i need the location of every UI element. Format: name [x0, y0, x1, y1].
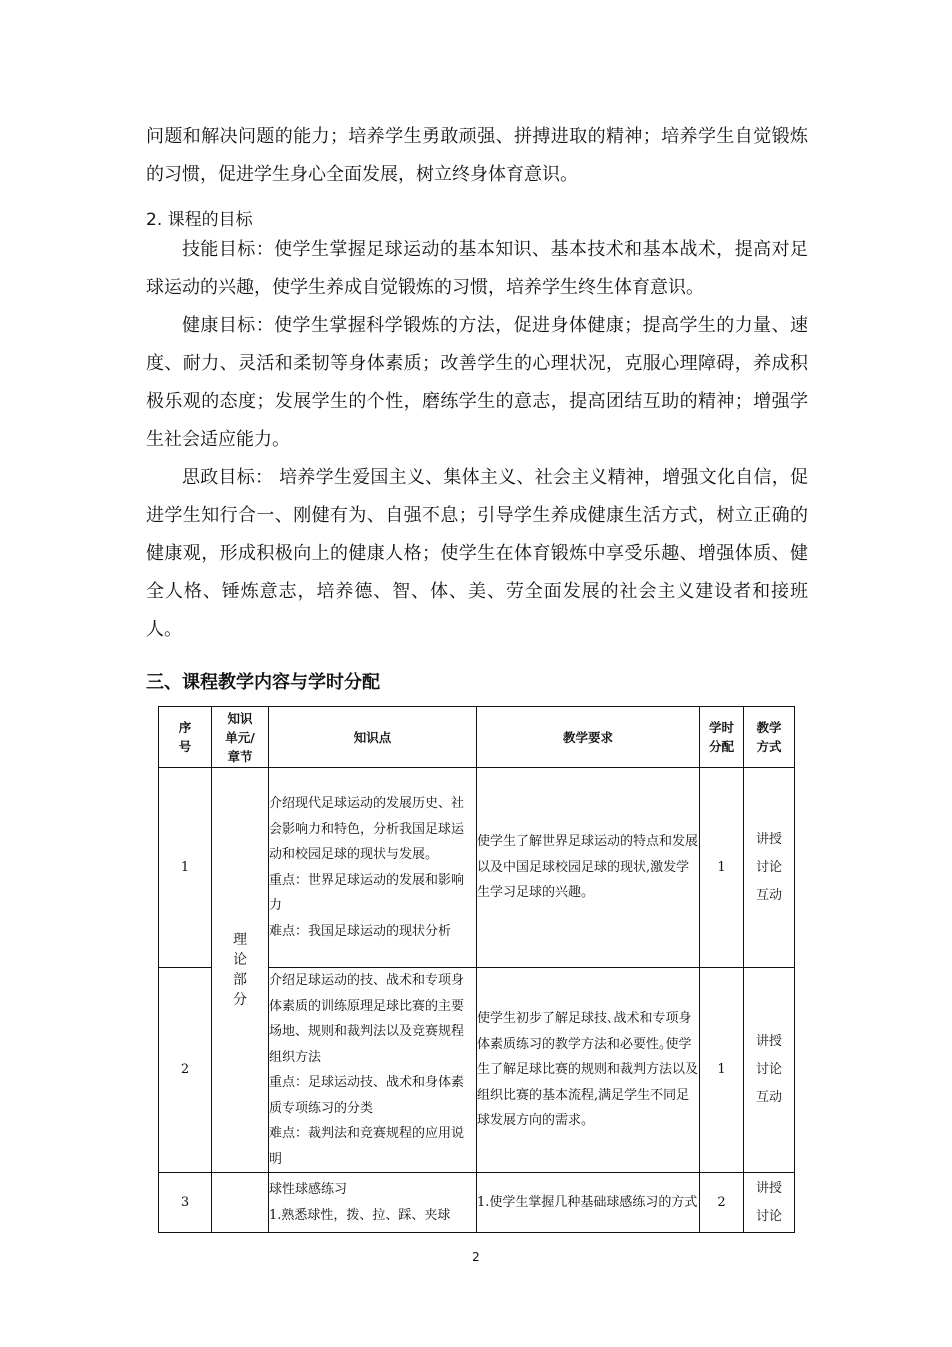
table-header-row — [159, 707, 795, 768]
header-hours: 学时分配 — [700, 707, 744, 768]
page-number: 2 — [472, 1250, 480, 1264]
health-goal-paragraph: 健康目标：使学生掌握科学锻炼的方法，促进身体健康；提高学生的力量、速度、耐力、灵活和柔韧等身体素质；改善学生的心理状况，克服心理障碍，养成积极乐观的态度；发展学生的个性，磨练学生的意志，提高团结互助的精神；增强学生社会适应能力。 — [146, 315, 808, 450]
row-unit-empty — [212, 1173, 269, 1233]
row-hours: 1 — [700, 768, 744, 968]
intro-paragraph: 问题和解决问题的能力；培养学生勇敢顽强、拼搏进取的精神；培养学生自觉锻炼的习惯，促进学生身心全面发展，树立终身体育意识。 — [146, 126, 808, 185]
course-content-table — [158, 706, 795, 1233]
row-method: 讲授 讨论 互动 — [744, 968, 795, 1173]
row-hours: 2 — [700, 1173, 744, 1233]
row-requirement: 1.使学生掌握几种基础球感练习的方式 — [477, 1173, 700, 1233]
header-unit: 知识单元/章节 — [212, 707, 269, 768]
header-requirements: 教学要求 — [477, 707, 700, 768]
row-points: 介绍足球运动的技、战术和专项身体素质的训练原理足球比赛的主要场地、规则和裁判法以及竞赛规程组织方法 重点：足球运动技、战术和身体素质专项练习的分类 难点：裁判法和竞赛规程的应用说明 — [269, 968, 477, 1173]
row-hours: 1 — [700, 968, 744, 1173]
skill-goal-paragraph: 技能目标：使学生掌握足球运动的基本知识、基本技术和基本战术，提高对足球运动的兴趣，使学生养成自觉锻炼的习惯，培养学生终生体育意识。 — [146, 239, 808, 298]
row-requirement: 使学生初步了解足球技､战术和专项身体素质练习的教学方法和必要性｡使学生了解足球比赛的规则和裁判方法以及组织比赛的基本流程,满足学生不同足球发展方向的需求｡ — [477, 968, 700, 1173]
header-method: 教学方式 — [744, 707, 795, 768]
row-points: 球性球感练习 1.熟悉球性，拨、拉、踩、夹球 — [269, 1173, 477, 1233]
ideology-goal-paragraph: 思政目标： 培养学生爱国主义、集体主义、社会主义精神，增强文化自信，促进学生知行合一、刚健有为、自强不息；引导学生养成健康生活方式，树立正确的健康观，形成积极向上的健康人格；使学生在体育锻炼中享受乐趣、增强体质、健全人格、锤炼意志，培养德、智、体、美、劳全面发展的社会主义建设者和接班人。 — [146, 467, 808, 640]
row-seq: 1 — [159, 768, 212, 968]
row-method: 讲授 讨论 — [744, 1173, 795, 1233]
row-seq: 2 — [159, 968, 212, 1173]
table-row — [159, 1173, 795, 1233]
unit-theory-cell: 理论部分 — [212, 768, 269, 1173]
row-points: 介绍现代足球运动的发展历史、社会影响力和特色，分析我国足球运动和校园足球的现状与发展。 重点：世界足球运动的发展和影响力 难点：我国足球运动的现状分析 — [269, 768, 477, 968]
section3-heading: 三、课程教学内容与学时分配 — [146, 672, 380, 693]
header-points: 知识点 — [269, 707, 477, 768]
table-row — [159, 768, 795, 968]
header-seq: 序号 — [159, 707, 212, 768]
goals-heading: 2. 课程的目标 — [146, 210, 253, 230]
row-method: 讲授 讨论 互动 — [744, 768, 795, 968]
row-requirement: 使学生了解世界足球运动的特点和发展以及中国足球校园足球的现状,激发学生学习足球的兴趣。 — [477, 768, 700, 968]
row-seq: 3 — [159, 1173, 212, 1233]
